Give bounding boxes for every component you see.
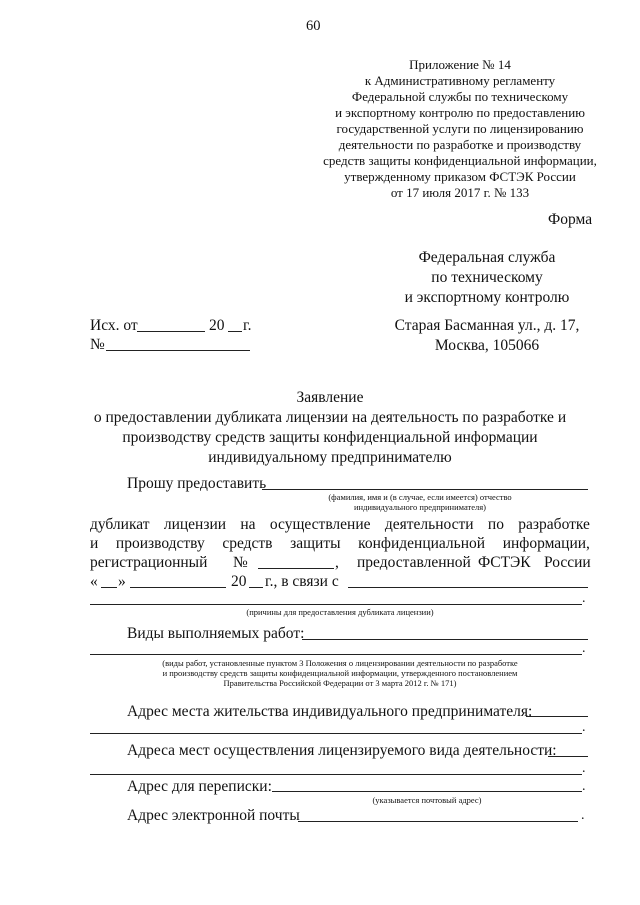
works-hint-line: Правительства Российской Федерации от 3 марта 2012 г. № 171): [223, 678, 457, 688]
request-hint-line: (фамилия, имя и (в случае, если имеется) отчество: [328, 492, 512, 502]
date-day-field[interactable]: [101, 587, 117, 588]
outgoing-ref-label: Исх. от: [90, 317, 138, 334]
outgoing-year: 20: [209, 317, 225, 334]
appendix-line: от 17 июля 2017 г. № 133: [390, 185, 530, 200]
document-title: [60, 388, 600, 468]
works-hint: [90, 658, 590, 688]
date-year: 20: [231, 573, 247, 590]
period: .: [582, 641, 586, 656]
request-label: Прошу предоставить: [127, 475, 267, 492]
title-heading: Заявление: [296, 389, 364, 406]
request-hint: [300, 492, 540, 512]
word: защиты: [290, 535, 341, 552]
fstec-label: ФСТЭК: [478, 554, 531, 571]
date-suffix: г., в связи с: [265, 573, 339, 590]
email-label: Адрес электронной почты: [127, 807, 300, 824]
provided-label: предоставленной: [357, 554, 471, 571]
appendix-line: к Административному регламенту: [364, 73, 556, 88]
word: разработке: [518, 516, 590, 533]
email-field[interactable]: [298, 821, 578, 822]
mail-label: Адрес для переписки:: [127, 778, 272, 795]
title-line: производству средств защиты конфиденциальной информации: [122, 429, 538, 446]
word: средств: [222, 535, 273, 552]
period: .: [582, 591, 586, 606]
works-field-2[interactable]: [90, 654, 582, 655]
reason-field-2[interactable]: [90, 604, 582, 605]
request-hint-line: индивидуального предпринимателя): [354, 502, 486, 512]
word: по: [487, 516, 504, 533]
works-hint-line: и производству средств защиты конфиденциальной информации, утвержденного постановлением: [162, 668, 518, 678]
reason-field-1[interactable]: [348, 587, 588, 588]
works-label: Виды выполняемых работ:: [127, 625, 305, 642]
period: .: [582, 720, 586, 735]
word: дубликат: [90, 516, 150, 533]
residence-label: Адрес места жительства индивидуального предпринимателя:: [127, 703, 533, 720]
reasons-hint: (причины для предоставления дубликата лицензии): [246, 607, 434, 617]
russia-label: России: [544, 554, 591, 571]
title-line: индивидуальному предпринимателю: [208, 449, 452, 466]
word: на: [240, 516, 256, 533]
word: и: [90, 535, 99, 552]
date-open-quote: «: [90, 573, 98, 590]
mail-hint: (указывается почтовый адрес): [372, 795, 482, 805]
date-month-field[interactable]: [130, 587, 226, 588]
registration-number-field[interactable]: [258, 568, 334, 569]
outgoing-number-label: №: [90, 336, 105, 353]
appendix-line: государственной услуги по лицензированию: [336, 121, 584, 136]
works-hint-line: (виды работ, установленные пунктом 3 Положения о лицензировании деятельности по разработке: [162, 658, 518, 668]
form-label: Форма: [548, 211, 593, 228]
addressee-address: Старая Басманная ул., д. 17,: [394, 317, 580, 334]
body-line-1: [90, 515, 590, 535]
activity-field-1[interactable]: [548, 756, 588, 757]
period: .: [582, 779, 586, 794]
body-line-2: [90, 534, 590, 554]
word: информации,: [502, 535, 590, 552]
registration-number-sign: №: [233, 554, 248, 571]
word: деятельности: [384, 516, 474, 533]
applicant-name-field[interactable]: [262, 489, 588, 490]
date-year-field[interactable]: [249, 587, 263, 588]
residence-field-1[interactable]: [526, 716, 588, 717]
word: производству: [115, 535, 205, 552]
word: конфиденциальной: [358, 535, 486, 552]
activity-field-2[interactable]: [90, 774, 582, 775]
works-field-1[interactable]: [302, 639, 588, 640]
period: .: [581, 808, 585, 823]
addressee-line: и экспортному контролю: [404, 289, 570, 306]
appendix-line: Приложение № 14: [409, 57, 511, 72]
page-number: 60: [306, 18, 321, 34]
word: лицензии: [163, 516, 227, 533]
outgoing-date-field[interactable]: [137, 331, 205, 332]
comma: ,: [335, 554, 339, 571]
period: .: [582, 761, 586, 776]
activity-label: Адреса мест осуществления лицензируемого вида деятельности:: [127, 742, 557, 759]
appendix-line: утвержденному приказом ФСТЭК России: [344, 169, 576, 184]
addressee-block: [382, 248, 592, 356]
addressee-line: Федеральная служба: [418, 249, 556, 266]
date-close-quote: »: [118, 573, 126, 590]
addressee-address: Москва, 105066: [434, 337, 540, 354]
appendix-line: деятельности по разработке и производству: [338, 137, 582, 152]
addressee-line: по техническому: [431, 269, 543, 286]
appendix-line: Федеральной службы по техническому: [351, 89, 569, 104]
appendix-block: [320, 57, 600, 201]
outgoing-year-suffix: г.: [243, 317, 252, 334]
mail-address-field[interactable]: [272, 791, 582, 792]
registration-label: регистрационный: [90, 554, 208, 571]
appendix-line: средств защиты конфиденциальной информации,: [323, 153, 597, 168]
outgoing-number-field[interactable]: [106, 350, 250, 351]
title-line: о предоставлении дубликата лицензии на деятельность по разработке и: [93, 409, 567, 426]
appendix-line: и экспортному контролю по предоставлению: [335, 105, 585, 120]
outgoing-year-field[interactable]: [228, 331, 242, 332]
word: осуществление: [269, 516, 371, 533]
residence-field-2[interactable]: [90, 733, 582, 734]
